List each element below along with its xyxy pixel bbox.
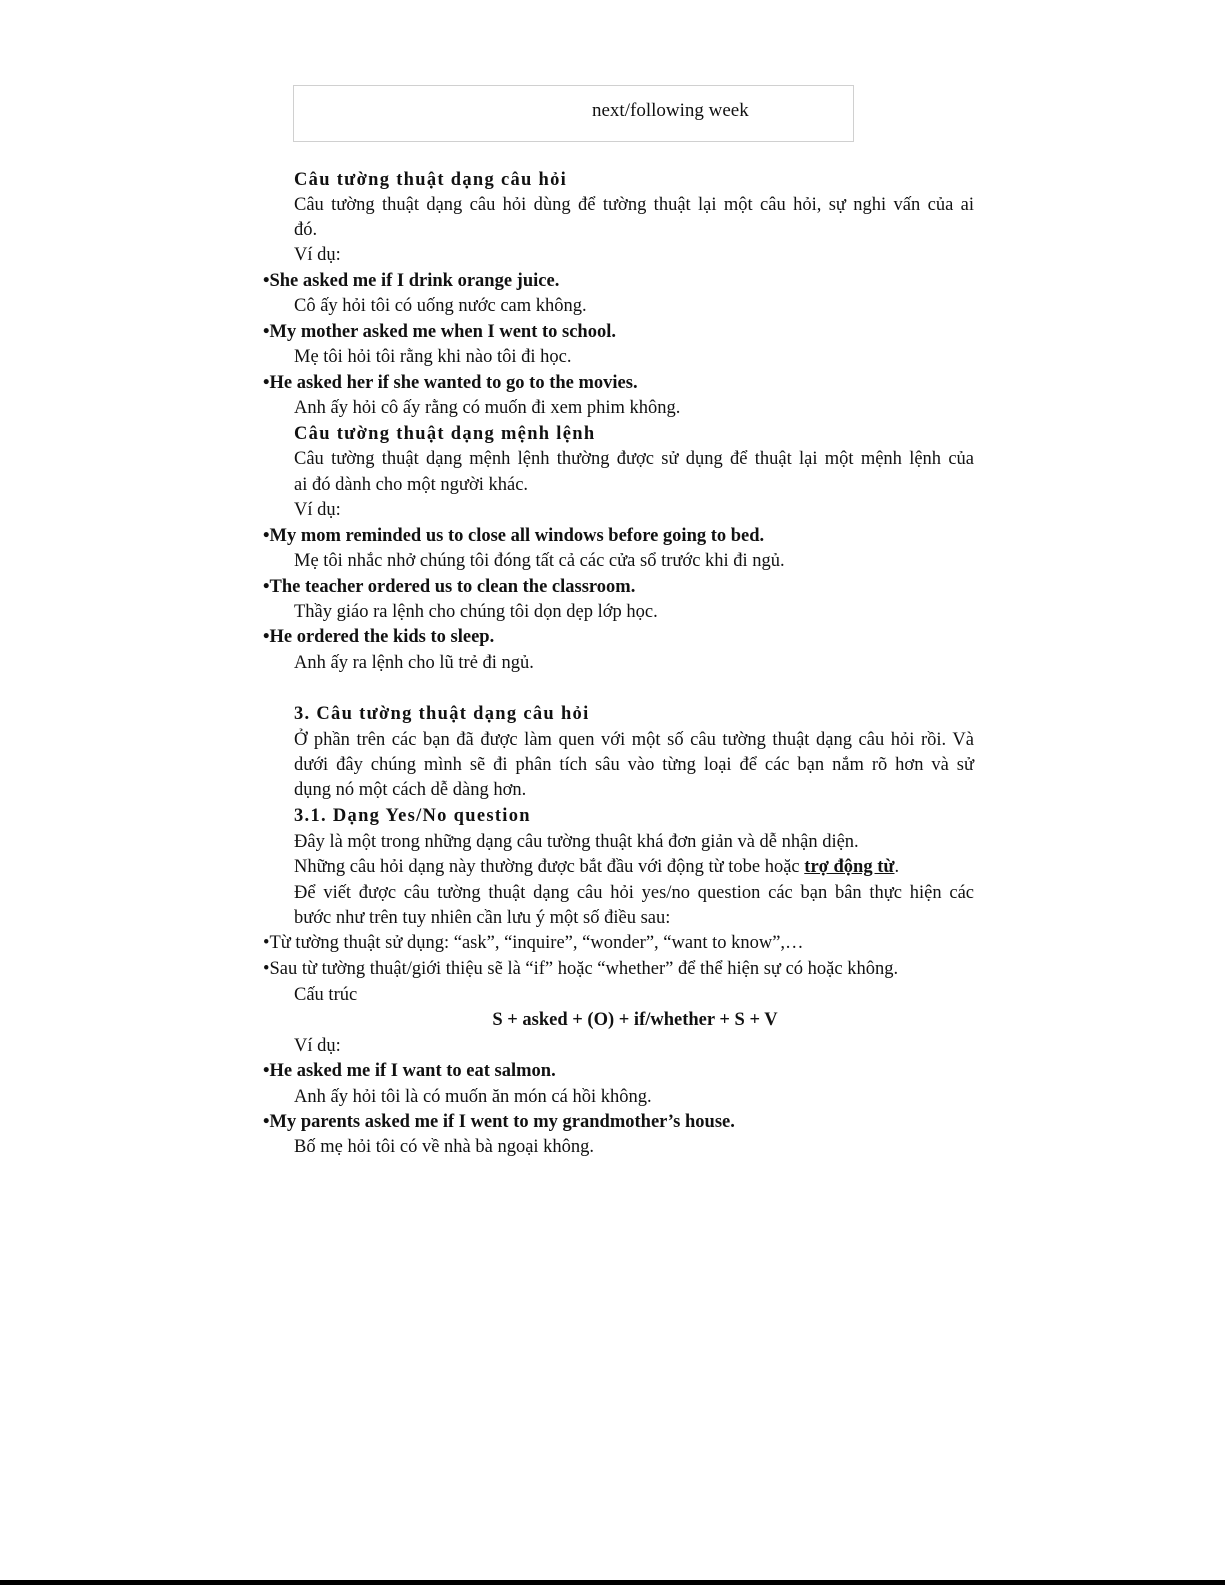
example-sentence: •My parents asked me if I went to my grandmother’s house. [263,1112,735,1132]
paragraph-line: Ở phần trên các bạn đã được làm quen với một số câu tường thuật dạng câu hỏi rồi. Và [294,730,974,750]
paragraph-line: Đây là một trong những dạng câu tường thuật khá đơn giản và dễ nhận diện. [294,832,859,852]
paragraph-line: đó. [294,220,318,240]
underlined-term: trợ động từ [804,857,895,877]
paragraph-line: dưới đây chúng mình sẽ đi phân tích sâu vào từng loại để các bạn nắm rõ hơn và sử [294,755,974,775]
example-sentence: •He asked her if she wanted to go to the movies. [263,373,638,393]
page-bottom-border [0,1580,1225,1585]
paragraph-line: ai đó dành cho một người khác. [294,475,529,495]
paragraph-line: bước như trên tuy nhiên cần lưu ý một số điều sau: [294,908,671,928]
table-cell-box [293,85,854,142]
example-translation: Bố mẹ hỏi tôi có về nhà bà ngoại không. [294,1137,595,1157]
example-sentence: •He asked me if I want to eat salmon. [263,1061,556,1081]
example-translation: Anh ấy ra lệnh cho lũ trẻ đi ngủ. [294,653,534,673]
example-translation: Mẹ tôi hỏi tôi rằng khi nào tôi đi học. [294,347,572,367]
example-translation: Mẹ tôi nhắc nhở chúng tôi đóng tất cả các cửa sổ trước khi đi ngủ. [294,551,785,571]
paragraph-line: Câu tường thuật dạng mệnh lệnh thường được sử dụng để thuật lại một mệnh lệnh của [294,449,974,469]
example-translation: Anh ấy hỏi tôi là có muốn ăn món cá hồi không. [294,1087,652,1107]
paragraph-line: Để viết được câu tường thuật dạng câu hỏi yes/no question các bạn bân thực hiện các [294,883,974,903]
example-label: Ví dụ: [294,1036,341,1056]
example-translation: Anh ấy hỏi cô ấy rằng có muốn đi xem phim không. [294,398,681,418]
paragraph-line [294,855,899,880]
example-translation: Cô ấy hỏi tôi có uống nước cam không. [294,296,587,316]
period: . [894,857,900,877]
example-label: Ví dụ: [294,245,341,265]
section-heading: Câu tường thuật dạng mệnh lệnh [294,424,596,444]
paragraph-line: Câu tường thuật dạng câu hỏi dùng để tường thuật lại một câu hỏi, sự nghi vấn của ai [294,195,974,215]
example-sentence: •My mother asked me when I went to school. [263,322,616,342]
example-sentence: •The teacher ordered us to clean the classroom. [263,577,636,597]
example-sentence: •She asked me if I drink orange juice. [263,271,560,291]
bullet-note: •Sau từ tường thuật/giới thiệu sẽ là “if” hoặc “whether” để thể hiện sự có hoặc không. [263,959,899,979]
structure-label: Cấu trúc [294,985,358,1005]
structure-formula: S + asked + (O) + if/whether + S + V [492,1010,778,1030]
example-sentence: •My mom reminded us to close all windows before going to bed. [263,526,765,546]
example-sentence: •He ordered the kids to sleep. [263,627,495,647]
bullet-note: •Từ tường thuật sử dụng: “ask”, “inquire”, “wonder”, “want to know”,… [263,933,804,953]
paragraph-line: dụng nó một cách dễ dàng hơn. [294,780,527,800]
section-heading: Câu tường thuật dạng câu hỏi [294,170,568,190]
paragraph-text: Những câu hỏi dạng này thường được bắt đầu với động từ tobe hoặc [294,857,805,877]
example-label: Ví dụ: [294,500,341,520]
subsection-heading: 3.1. Dạng Yes/No question [294,806,531,826]
example-translation: Thầy giáo ra lệnh cho chúng tôi dọn dẹp lớp học. [294,602,658,622]
table-cell-text: next/following week [592,100,749,121]
section-heading: 3. Câu tường thuật dạng câu hỏi [294,704,590,724]
